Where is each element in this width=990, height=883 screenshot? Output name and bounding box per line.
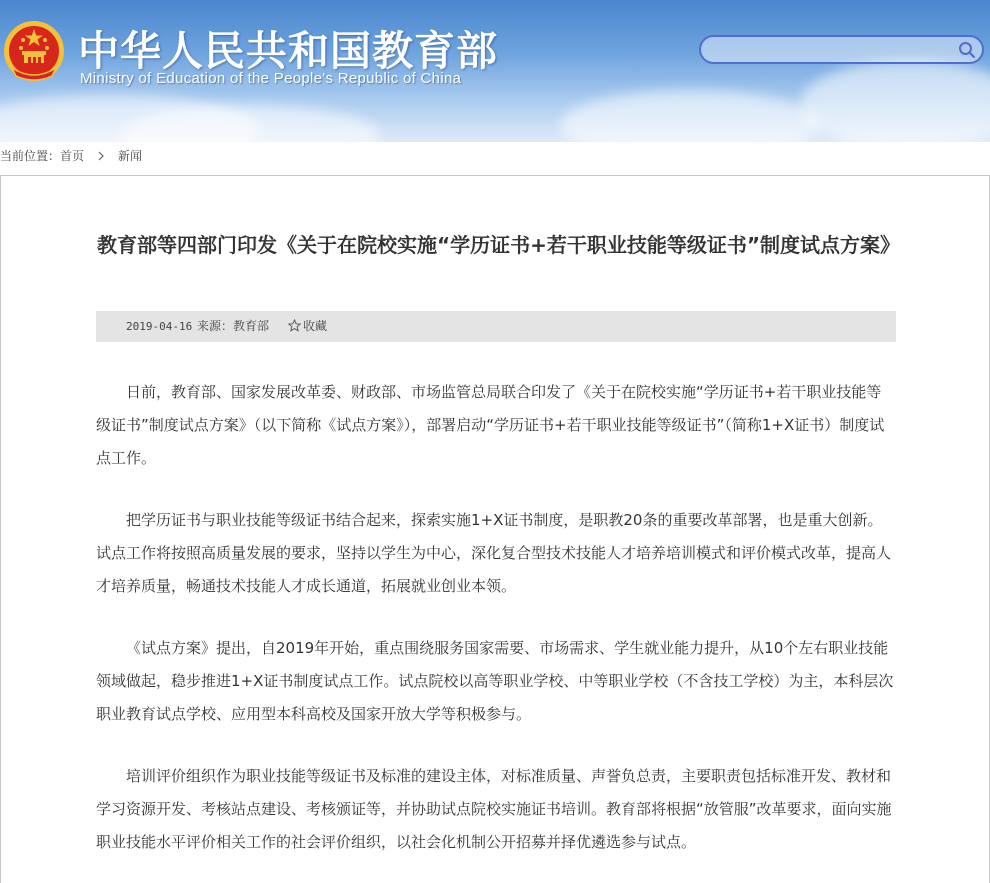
search-icon[interactable]: [958, 41, 976, 59]
national-emblem-icon: [2, 18, 66, 84]
article-meta-bar: [96, 311, 896, 342]
favorite-button[interactable]: [288, 311, 327, 342]
site-subtitle: Ministry of Education of the People's Republic of China: [80, 70, 462, 87]
site-title: 中华人民共和国教育部: [78, 27, 498, 75]
header-cloud: [800, 60, 990, 142]
search-box: [699, 35, 984, 64]
search-input[interactable]: [713, 40, 957, 61]
breadcrumb-prefix: 当前位置：: [0, 149, 61, 163]
breadcrumb-home-link[interactable]: 首页: [60, 149, 85, 163]
favorite-label: 收藏: [303, 319, 328, 333]
site-header: [0, 0, 990, 142]
chevron-right-icon: [96, 151, 106, 161]
article-title: 教育部等四部门印发《关于在院校实施“学历证书+若干职业技能等级证书”制度试点方案》: [97, 233, 901, 257]
breadcrumb-current[interactable]: 新闻: [118, 149, 143, 163]
star-outline-icon: [288, 319, 301, 332]
article-source-label: 来源：: [197, 319, 234, 333]
header-cloud: [560, 90, 820, 142]
article-paragraph: 把学历证书与职业技能等级证书结合起来，探索实施1+X证书制度，是职教20条的重要改革部署，也是重大创新。试点工作将按照高质量发展的要求，坚持以学生为中心，深化复合型技术技能人才培养培训模式和评价模式改革，提高人才培养质量，畅通技术技能人才成长通道，拓展就业创业本领。: [96, 511, 892, 595]
article-container: [0, 176, 990, 883]
article-source: 教育部: [233, 319, 270, 333]
article-paragraph: 培训评价组织作为职业技能等级证书及标准的建设主体，对标准质量、声誉负总责，主要职责包括标准开发、教材和学习资源开发、考核站点建设、考核颁证等，并协助试点院校实施证书培训。教育部将根据“放管服”改革要求，面向实施职业技能水平评价相关工作的社会评价组织，以社会化机制公开招募并择优遴选参与试点。: [96, 767, 892, 851]
article-paragraph: 《试点方案》提出，自2019年开始，重点围绕服务国家需要、市场需求、学生就业能力提升，从10个左右职业技能领域做起，稳步推进1+X证书制度试点工作。试点院校以高等职业学校、中等职业学校（不含技工学校）为主，本科层次职业教育试点学校、应用型本科高校及国家开放大学等积极参与。: [96, 639, 894, 723]
article-paragraph: 日前，教育部、国家发展改革委、财政部、市场监管总局联合印发了《关于在院校实施“学历证书+若干职业技能等级证书”制度试点方案》（以下简称《试点方案》），部署启动“学历证书+若干职业技能等级证书”（简称1+X证书）制度试点工作。: [96, 383, 885, 467]
article-date: 2019-04-16: [126, 320, 193, 333]
breadcrumb: [0, 142, 990, 176]
